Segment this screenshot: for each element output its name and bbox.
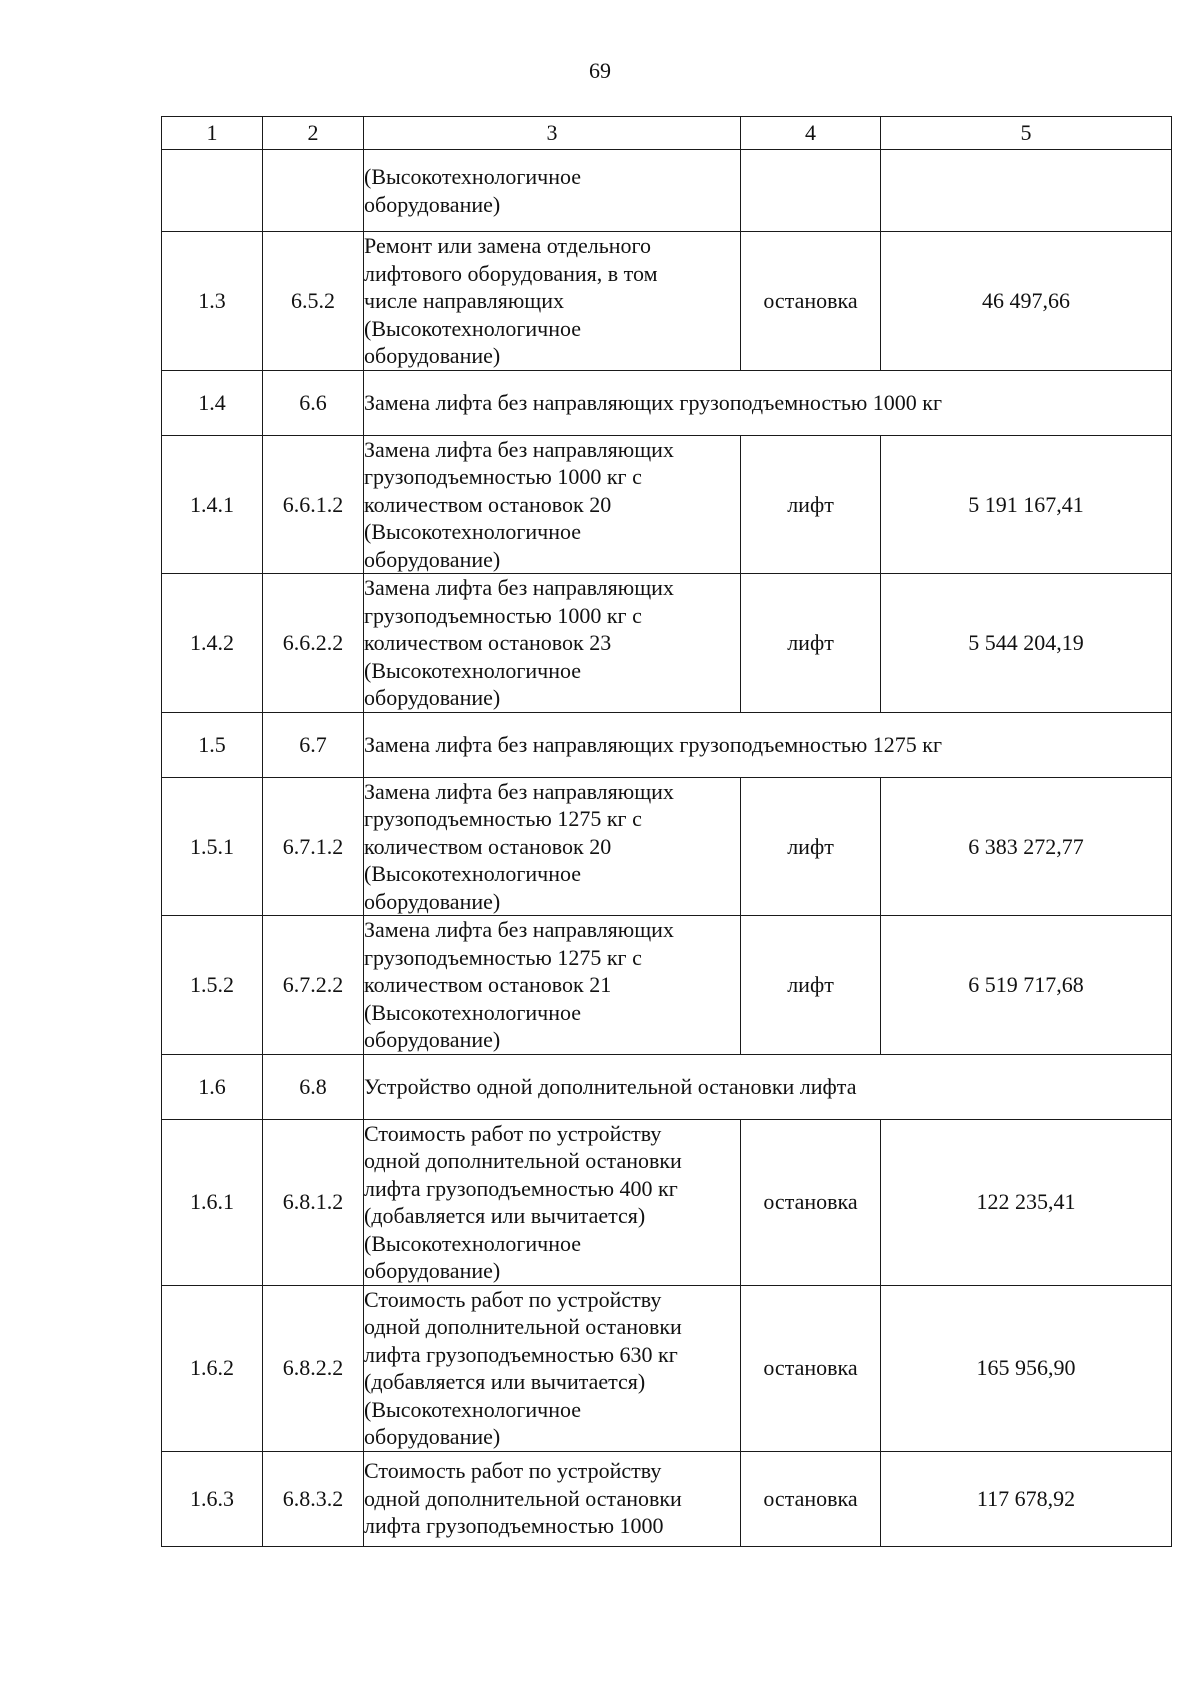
row-number: 1.4.1 xyxy=(162,435,263,574)
row-description xyxy=(364,777,741,916)
description-line: числе направляющих xyxy=(364,288,564,313)
row-unit: остановка xyxy=(741,1119,881,1285)
row-price: 6 519 717,68 xyxy=(881,916,1172,1055)
description-line: количеством остановок 20 xyxy=(364,491,612,517)
row-unit: остановка xyxy=(741,1451,881,1546)
description-line: грузоподъемностью 1000 кг с xyxy=(364,602,642,628)
description-line: Замена лифта без направляющих xyxy=(364,778,674,804)
row-unit: остановка xyxy=(741,232,881,371)
row-price: 165 956,90 xyxy=(881,1285,1172,1451)
row-unit: лифт xyxy=(741,916,881,1055)
row-description xyxy=(364,1451,741,1546)
section-row xyxy=(162,1054,1172,1119)
row-unit: лифт xyxy=(741,435,881,574)
description-line: Замена лифта без направляющих грузоподъемностью 1275 кг xyxy=(364,731,942,757)
row-price: 46 497,66 xyxy=(881,232,1172,371)
description-line: количеством остановок 23 xyxy=(364,630,612,655)
row-code: 6.6.1.2 xyxy=(263,435,364,574)
description-line: Стоимость работ по устройству xyxy=(364,1120,662,1146)
description-line: лифта грузоподъемностью 1000 xyxy=(364,1513,664,1539)
row-code: 6.8 xyxy=(263,1054,364,1119)
row-code xyxy=(263,150,364,232)
description-line: оборудование) xyxy=(364,1258,501,1283)
row-price: 5 191 167,41 xyxy=(881,435,1172,574)
section-title xyxy=(364,1054,1172,1119)
row-unit xyxy=(741,150,881,232)
header-cell: 5 xyxy=(881,117,1172,150)
description-line: оборудование) xyxy=(364,191,501,217)
table-row xyxy=(162,1119,1172,1285)
row-price: 5 544 204,19 xyxy=(881,574,1172,713)
price-table xyxy=(161,116,1172,1547)
table-row xyxy=(162,777,1172,916)
description-line: Замена лифта без направляющих xyxy=(364,436,674,462)
table-row xyxy=(162,232,1172,371)
description-line: (Высокотехнологичное xyxy=(364,657,582,683)
row-description xyxy=(364,435,741,574)
section-row xyxy=(162,370,1172,435)
description-line: (Высокотехнологичное xyxy=(364,315,582,341)
row-code: 6.8.1.2 xyxy=(263,1119,364,1285)
description-line: оборудование) xyxy=(364,685,501,710)
section-row xyxy=(162,712,1172,777)
description-line: оборудование) xyxy=(364,546,501,572)
description-line: (Высокотехнологичное xyxy=(364,999,582,1025)
description-line: Стоимость работ по устройству xyxy=(364,1458,662,1484)
description-line: грузоподъемностью 1000 кг с xyxy=(364,464,642,489)
row-code: 6.8.3.2 xyxy=(263,1451,364,1546)
description-line: (Высокотехнологичное xyxy=(364,1230,582,1256)
table-row xyxy=(162,1285,1172,1451)
description-line: Замена лифта без направляющих xyxy=(364,575,674,600)
row-number: 1.3 xyxy=(162,232,263,371)
row-price xyxy=(881,150,1172,232)
description-line: оборудование) xyxy=(364,888,501,914)
description-line: (Высокотехнологичное xyxy=(364,1396,582,1422)
row-description xyxy=(364,1119,741,1285)
row-unit: лифт xyxy=(741,777,881,916)
row-unit: остановка xyxy=(741,1285,881,1451)
row-code: 6.5.2 xyxy=(263,232,364,371)
description-line: одной дополнительной остановки xyxy=(364,1314,682,1339)
row-code: 6.7 xyxy=(263,712,364,777)
row-price: 122 235,41 xyxy=(881,1119,1172,1285)
row-unit: лифт xyxy=(741,574,881,713)
header-cell: 2 xyxy=(263,117,364,150)
row-number: 1.6.1 xyxy=(162,1119,263,1285)
row-code: 6.6 xyxy=(263,370,364,435)
page-number: 69 xyxy=(589,58,611,83)
row-number xyxy=(162,150,263,232)
row-code: 6.8.2.2 xyxy=(263,1285,364,1451)
description-line: Замена лифта без направляющих грузоподъемностью 1000 кг xyxy=(364,389,942,415)
description-line: Замена лифта без направляющих xyxy=(364,917,674,942)
description-line: (Высокотехнологичное xyxy=(364,519,582,544)
description-line: одной дополнительной остановки xyxy=(364,1148,682,1173)
row-description xyxy=(364,1285,741,1451)
row-code: 6.7.2.2 xyxy=(263,916,364,1055)
description-line: (добавляется или вычитается) xyxy=(364,1203,646,1228)
row-number: 1.5 xyxy=(162,712,263,777)
description-line: лифтового оборудования, в том xyxy=(364,260,658,286)
description-line: (Высокотехнологичное xyxy=(364,164,582,189)
row-description xyxy=(364,574,741,713)
description-line: лифта грузоподъемностью 400 кг xyxy=(364,1175,678,1201)
header-row xyxy=(162,117,1172,150)
description-line: оборудование) xyxy=(364,1424,501,1449)
table-row xyxy=(162,916,1172,1055)
row-number: 1.6.2 xyxy=(162,1285,263,1451)
section-title xyxy=(364,370,1172,435)
row-number: 1.5.2 xyxy=(162,916,263,1055)
row-code: 6.6.2.2 xyxy=(263,574,364,713)
description-line: Устройство одной дополнительной остановки лифта xyxy=(364,1073,857,1099)
row-description xyxy=(364,232,741,371)
table-row xyxy=(162,574,1172,713)
table-row xyxy=(162,150,1172,232)
row-number: 1.6.3 xyxy=(162,1451,263,1546)
header-cell: 4 xyxy=(741,117,881,150)
description-line: лифта грузоподъемностью 630 кг xyxy=(364,1341,678,1367)
row-number: 1.6 xyxy=(162,1054,263,1119)
description-line: Стоимость работ по устройству xyxy=(364,1286,662,1312)
description-line: грузоподъемностью 1275 кг с xyxy=(364,944,642,970)
row-code: 6.7.1.2 xyxy=(263,777,364,916)
description-line: оборудование) xyxy=(364,343,501,368)
header-cell: 1 xyxy=(162,117,263,150)
row-description xyxy=(364,916,741,1055)
row-number: 1.4.2 xyxy=(162,574,263,713)
row-number: 1.4 xyxy=(162,370,263,435)
description-line: количеством остановок 20 xyxy=(364,833,612,859)
description-line: (добавляется или вычитается) xyxy=(364,1369,646,1394)
description-line: количеством остановок 21 xyxy=(364,972,612,997)
description-line: грузоподъемностью 1275 кг с xyxy=(364,806,642,831)
row-description xyxy=(364,150,741,232)
description-line: оборудование) xyxy=(364,1027,501,1052)
row-number: 1.5.1 xyxy=(162,777,263,916)
table-row xyxy=(162,1451,1172,1546)
row-price: 6 383 272,77 xyxy=(881,777,1172,916)
description-line: Ремонт или замена отдельного xyxy=(364,233,651,258)
row-price: 117 678,92 xyxy=(881,1451,1172,1546)
description-line: одной дополнительной остановки xyxy=(364,1485,682,1511)
section-title xyxy=(364,712,1172,777)
table-row xyxy=(162,435,1172,574)
header-cell: 3 xyxy=(364,117,741,150)
table-body xyxy=(162,117,1172,1547)
description-line: (Высокотехнологичное xyxy=(364,861,582,886)
